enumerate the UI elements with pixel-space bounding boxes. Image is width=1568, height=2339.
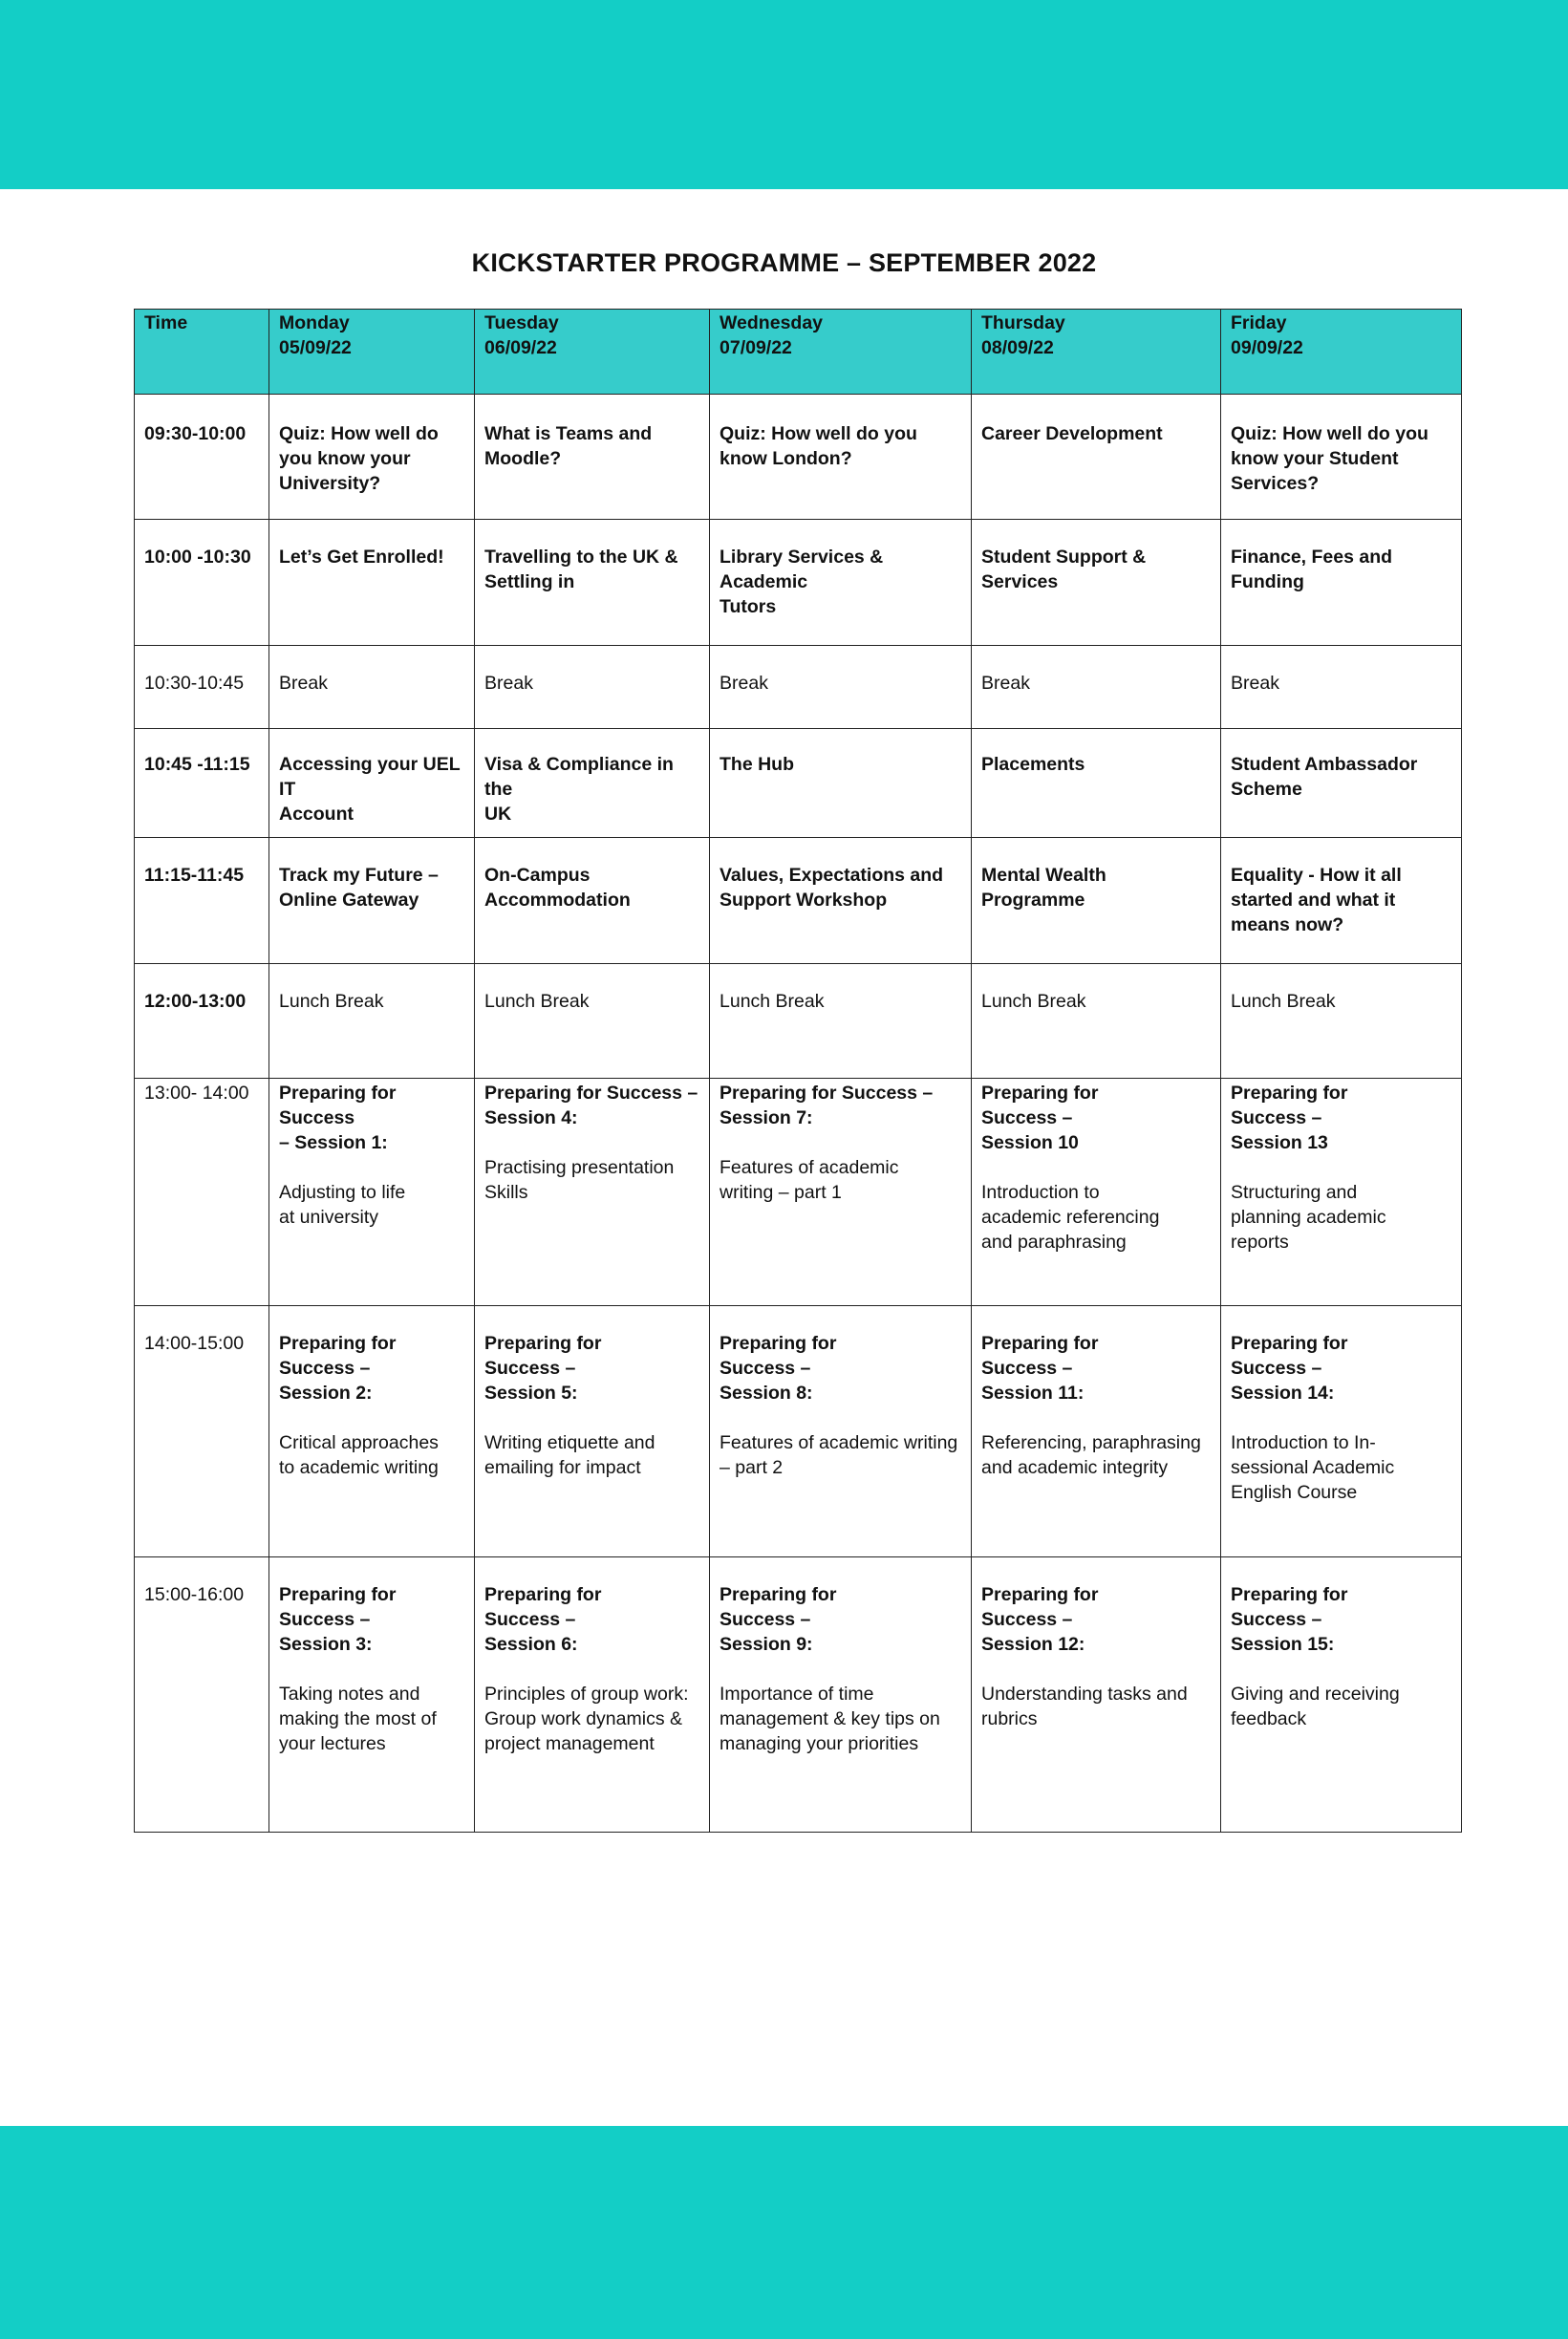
cell-text: Lunch Break [720,991,825,1012]
schedule-cell [1221,1306,1462,1557]
day-date: 05/09/22 [279,337,352,358]
schedule-cell [269,1557,475,1833]
session-description: Giving and receiving feedback [1231,1684,1400,1729]
time-label: 15:00-16:00 [144,1584,245,1605]
session-description: Practising presentation Skills [484,1157,675,1203]
cell-text: Library Services & Academic Tutors [720,547,884,617]
schedule-cell [269,729,475,838]
session-title: Preparing for Success – Session 15: [1231,1584,1348,1655]
cell-text: What is Teams and Moodle? [484,423,653,469]
time-cell [135,1306,269,1557]
cell-text: Break [279,673,328,694]
cell-text: Lunch Break [484,991,590,1012]
day-date: 08/09/22 [981,337,1054,358]
session-description: Importance of time management & key tips on managing your priorities [720,1684,940,1754]
day-name: Wednesday [720,312,824,333]
bottom-banner [0,2126,1568,2339]
schedule-cell [269,838,475,964]
session-description: Introduction to academic referencing and paraphrasing [981,1182,1160,1253]
time-cell [135,1557,269,1833]
cell-text: Break [484,673,533,694]
schedule-cell [972,729,1221,838]
cell-text: Track my Future – Online Gateway [279,865,439,911]
cell-text: Lunch Break [1231,991,1336,1012]
schedule-cell [1221,520,1462,646]
table-row [135,646,1462,729]
schedule-cell [972,964,1221,1079]
session-description: Features of academic writing – part 2 [720,1432,958,1478]
day-name: Thursday [981,312,1065,333]
header-time [135,310,269,395]
schedule-cell [972,1079,1221,1306]
table-row [135,838,1462,964]
session-description: Taking notes and making the most of your lectures [279,1684,437,1754]
session-title: Preparing for Success – Session 6: [484,1584,602,1655]
schedule-cell [972,520,1221,646]
day-name: Friday [1231,312,1287,333]
time-cell [135,729,269,838]
cell-text: Equality - How it all started and what it means now? [1231,865,1402,935]
session-description: Critical approaches to academic writing [279,1432,439,1478]
time-cell [135,964,269,1079]
session-title: Preparing for Success – Session 12: [981,1584,1099,1655]
schedule-cell [475,964,710,1079]
table-row [135,520,1462,646]
time-cell [135,838,269,964]
schedule-table [134,309,1462,1833]
schedule-cell [710,646,972,729]
cell-text: Break [720,673,768,694]
session-title: Preparing for Success – Session 1: [279,1083,397,1153]
header-row [135,310,1462,395]
table-row [135,729,1462,838]
schedule-cell [972,838,1221,964]
schedule-cell [475,1079,710,1306]
schedule-cell [1221,395,1462,520]
schedule-cell [710,729,972,838]
table-row [135,1079,1462,1306]
session-description: Writing etiquette and emailing for impact [484,1432,655,1478]
time-label: 09:30-10:00 [144,423,247,444]
schedule-cell [1221,1557,1462,1833]
schedule-cell [1221,729,1462,838]
schedule-cell [1221,838,1462,964]
session-description: Structuring and planning academic reports [1231,1182,1386,1253]
schedule-cell [475,520,710,646]
session-title: Preparing for Success – Session 14: [1231,1333,1348,1404]
session-description: Adjusting to life at university [279,1182,406,1228]
header-day-thursday [972,310,1221,395]
cell-text: On-Campus Accommodation [484,865,631,911]
cell-text: Placements [981,754,1085,775]
time-label: 10:45 -11:15 [144,754,250,775]
header-day-monday [269,310,475,395]
cell-text: The Hub [720,754,794,775]
time-label: 14:00-15:00 [144,1333,245,1354]
schedule-cell [475,395,710,520]
session-description: Understanding tasks and rubrics [981,1684,1188,1729]
schedule-cell [1221,964,1462,1079]
cell-text: Lunch Break [981,991,1086,1012]
time-label: 12:00-13:00 [144,991,247,1012]
session-title: Preparing for Success – Session 5: [484,1333,602,1404]
cell-text: Student Ambassador Scheme [1231,754,1418,800]
cell-text: Break [1231,673,1279,694]
session-title: Preparing for Success – Session 4: [484,1083,698,1128]
day-name: Tuesday [484,312,559,333]
session-description: Features of academic writing – part 1 [720,1157,899,1203]
cell-text: Quiz: How well do you know your Student Services? [1231,423,1428,494]
table-row [135,964,1462,1079]
schedule-cell [710,520,972,646]
schedule-cell [1221,646,1462,729]
cell-text: Quiz: How well do you know your University? [279,423,439,494]
schedule-cell [269,395,475,520]
schedule-cell [710,838,972,964]
schedule-cell [972,1306,1221,1557]
session-title: Preparing for Success – Session 10 [981,1083,1099,1153]
header-day-tuesday [475,310,710,395]
table-row [135,1557,1462,1833]
schedule-cell [475,729,710,838]
cell-text: Accessing your UEL IT Account [279,754,461,825]
time-cell [135,646,269,729]
cell-text: Mental Wealth Programme [981,865,1106,911]
time-label: 10:00 -10:30 [144,547,251,568]
schedule-cell [710,395,972,520]
header-day-wednesday [710,310,972,395]
schedule-cell [710,1079,972,1306]
cell-text: Career Development [981,423,1163,444]
page-title: KICKSTARTER PROGRAMME – SEPTEMBER 2022 [471,248,1097,277]
table-row [135,395,1462,520]
session-title: Preparing for Success – Session 7: [720,1083,934,1128]
day-date: 07/09/22 [720,337,792,358]
schedule-cell [269,1079,475,1306]
session-title: Preparing for Success – Session 9: [720,1584,837,1655]
time-label: 11:15-11:45 [144,865,245,886]
day-date: 06/09/22 [484,337,557,358]
schedule-cell [475,646,710,729]
session-title: Preparing for Success – Session 8: [720,1333,837,1404]
day-date: 09/09/22 [1231,337,1303,358]
cell-text: Lunch Break [279,991,384,1012]
header-day-friday [1221,310,1462,395]
schedule-cell [269,964,475,1079]
top-banner [0,0,1568,189]
schedule-cell [972,395,1221,520]
schedule-cell [710,1306,972,1557]
session-title: Preparing for Success – Session 13 [1231,1083,1348,1153]
cell-text: Break [981,673,1030,694]
session-title: Preparing for Success – Session 11: [981,1333,1099,1404]
cell-text: Visa & Compliance in the UK [484,754,674,825]
schedule-cell [710,1557,972,1833]
schedule-cell [475,1306,710,1557]
cell-text: Values, Expectations and Support Workshop [720,865,944,911]
cell-text: Finance, Fees and Funding [1231,547,1393,592]
schedule-cell [710,964,972,1079]
table-row [135,1306,1462,1557]
session-description: Principles of group work: Group work dynamics & project management [484,1684,689,1754]
cell-text: Travelling to the UK & Settling in [484,547,678,592]
time-cell [135,395,269,520]
day-name: Monday [279,312,350,333]
cell-text: Quiz: How well do you know London? [720,423,917,469]
time-cell [135,1079,269,1306]
time-label: 13:00- 14:00 [144,1083,249,1104]
schedule-cell [972,1557,1221,1833]
session-title: Preparing for Success – Session 2: [279,1333,397,1404]
cell-text: Let’s Get Enrolled! [279,547,444,568]
schedule-cell [475,1557,710,1833]
session-description: Referencing, paraphrasing and academic integrity [981,1432,1201,1478]
time-header-label: Time [144,312,188,333]
schedule-cell [972,646,1221,729]
cell-text: Student Support & Services [981,547,1147,592]
schedule-cell [1221,1079,1462,1306]
schedule-cell [269,520,475,646]
session-title: Preparing for Success – Session 3: [279,1584,397,1655]
time-label: 10:30-10:45 [144,673,245,694]
schedule-cell [269,646,475,729]
schedule-cell [475,838,710,964]
time-cell [135,520,269,646]
schedule-cell [269,1306,475,1557]
session-description: Introduction to In- sessional Academic English Course [1231,1432,1395,1503]
